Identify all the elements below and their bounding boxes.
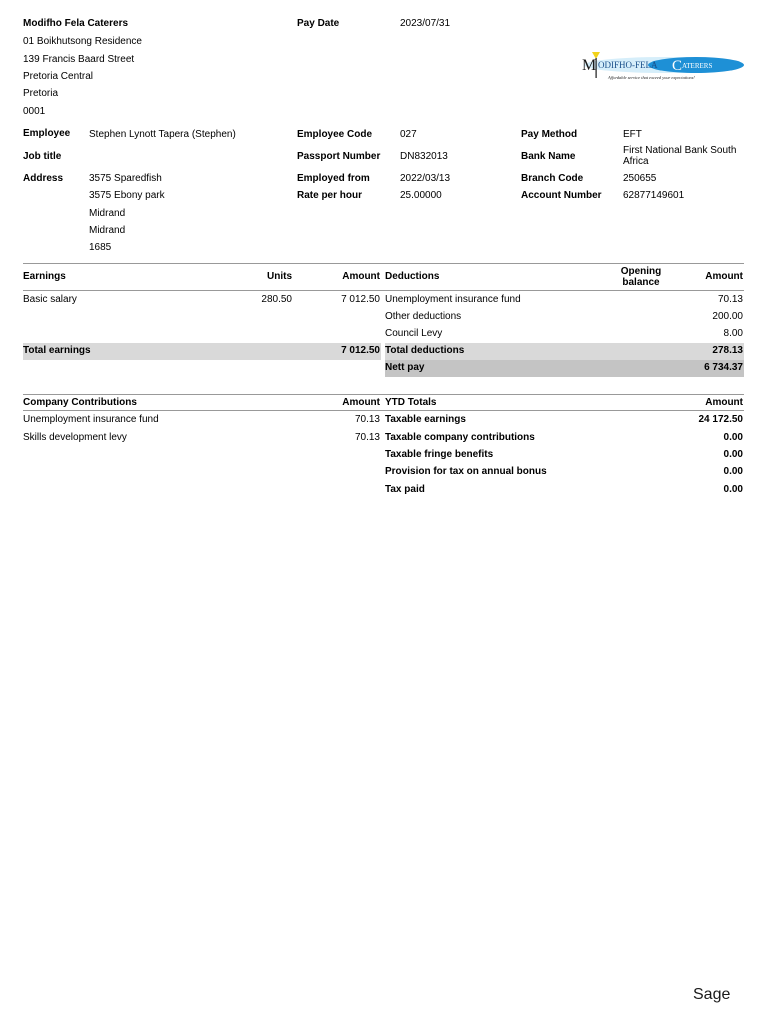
employee-address-line: Midrand	[89, 225, 126, 236]
total-deductions-value: 278.13	[712, 345, 743, 356]
divider	[23, 410, 744, 411]
ytd-row-label: Taxable fringe benefits	[385, 449, 494, 460]
ytd-row-amount: 0.00	[723, 449, 743, 460]
ytd-row-amount: 0.00	[723, 432, 743, 443]
sage-logo	[692, 984, 730, 1004]
job-title-label: Job title	[23, 151, 62, 162]
company-address-line: 01 Boikhutsong Residence	[23, 36, 142, 47]
pay-date-value: 2023/07/31	[400, 18, 451, 29]
total-deductions-label: Total deductions	[385, 345, 465, 356]
deduction-row-label: Other deductions	[385, 311, 462, 322]
earnings-header: Earnings	[23, 271, 66, 282]
divider	[23, 263, 744, 264]
divider	[23, 394, 744, 395]
logo-letter-c: C	[672, 58, 683, 74]
contribution-row-label: Unemployment insurance fund	[23, 414, 159, 425]
employee-address-line: Midrand	[89, 208, 126, 219]
passport-value: DN832013	[400, 151, 448, 162]
employee-label: Employee	[23, 128, 71, 139]
deductions-amount-header: Amount	[705, 271, 743, 282]
contribution-row-label: Skills development levy	[23, 432, 127, 443]
bank-name-label: Bank Name	[521, 151, 576, 162]
company-address-line: 0001	[23, 106, 46, 117]
logo-text-main: ODIFHO-FELA	[598, 60, 658, 70]
employed-from-label: Employed from	[297, 173, 370, 184]
contributions-header: Company Contributions	[23, 397, 137, 408]
employee-address-line: 1685	[89, 242, 112, 253]
ytd-row-amount: 0.00	[723, 466, 743, 477]
bank-name-value: First National Bank South Africa	[623, 145, 737, 167]
total-earnings-value: 7 012.50	[341, 345, 380, 356]
logo-text-tail: ATERERS	[682, 62, 713, 70]
employee-value: Stephen Lynott Tapera (Stephen)	[89, 129, 236, 140]
logo-tagline: Affordable service that exceed your expectations!	[608, 75, 695, 80]
sage-wordmark: Sage	[693, 986, 730, 1003]
pay-method-label: Pay Method	[521, 129, 578, 140]
pay-date-label: Pay Date	[297, 18, 340, 29]
company-logo	[578, 50, 744, 86]
opening-balance-header: Opening balance	[620, 266, 662, 288]
units-header: Units	[267, 271, 292, 282]
company-name: Modifho Fela Caterers	[23, 18, 129, 29]
branch-code-label: Branch Code	[521, 173, 584, 184]
ytd-row-amount: 0.00	[723, 484, 743, 495]
employed-from-value: 2022/03/13	[400, 173, 451, 184]
employee-code-value: 027	[400, 129, 417, 140]
ytd-row-amount: 24 172.50	[698, 414, 743, 425]
rate-value: 25.00000	[400, 190, 442, 201]
logo-letter-m: M	[582, 57, 597, 74]
nett-pay-label: Nett pay	[385, 362, 425, 373]
branch-code-value: 250655	[623, 173, 657, 184]
total-earnings-label: Total earnings	[23, 345, 91, 356]
contribution-row-amount: 70.13	[354, 432, 380, 443]
divider	[23, 290, 744, 291]
employee-address-line: 3575 Sparedfish	[89, 173, 162, 184]
earnings-row-amount: 7 012.50	[341, 294, 380, 305]
rate-label: Rate per hour	[297, 190, 363, 201]
ytd-amount-header: Amount	[705, 397, 743, 408]
employee-address-line: 3575 Ebony park	[89, 190, 165, 201]
deduction-row-label: Council Levy	[385, 328, 443, 339]
earnings-row-units: 280.50	[261, 294, 292, 305]
ytd-header: YTD Totals	[385, 397, 437, 408]
employee-code-label: Employee Code	[297, 129, 373, 140]
ytd-row-label: Tax paid	[385, 484, 425, 495]
deduction-row-amount: 200.00	[712, 311, 743, 322]
ytd-row-label: Provision for tax on annual bonus	[385, 466, 547, 477]
company-address-line: 139 Francis Baard Street	[23, 54, 135, 65]
company-address-line: Pretoria Central	[23, 71, 94, 82]
deduction-row-amount: 8.00	[723, 328, 743, 339]
company-address-line: Pretoria	[23, 88, 59, 99]
account-number-label: Account Number	[521, 190, 602, 201]
ytd-row-label: Taxable company contributions	[385, 432, 535, 443]
pay-method-value: EFT	[623, 129, 642, 140]
deductions-header: Deductions	[385, 271, 440, 282]
deduction-row-label: Unemployment insurance fund	[385, 294, 521, 305]
deduction-row-amount: 70.13	[717, 294, 743, 305]
passport-label: Passport Number	[297, 151, 381, 162]
earnings-row-label: Basic salary	[23, 294, 77, 305]
address-label: Address	[23, 173, 64, 184]
earnings-amount-header: Amount	[342, 271, 380, 282]
account-number-value: 62877149601	[623, 190, 685, 201]
nett-pay-value: 6 734.37	[704, 362, 743, 373]
contribution-row-amount: 70.13	[354, 414, 380, 425]
contributions-amount-header: Amount	[342, 397, 380, 408]
ytd-row-label: Taxable earnings	[385, 414, 466, 425]
